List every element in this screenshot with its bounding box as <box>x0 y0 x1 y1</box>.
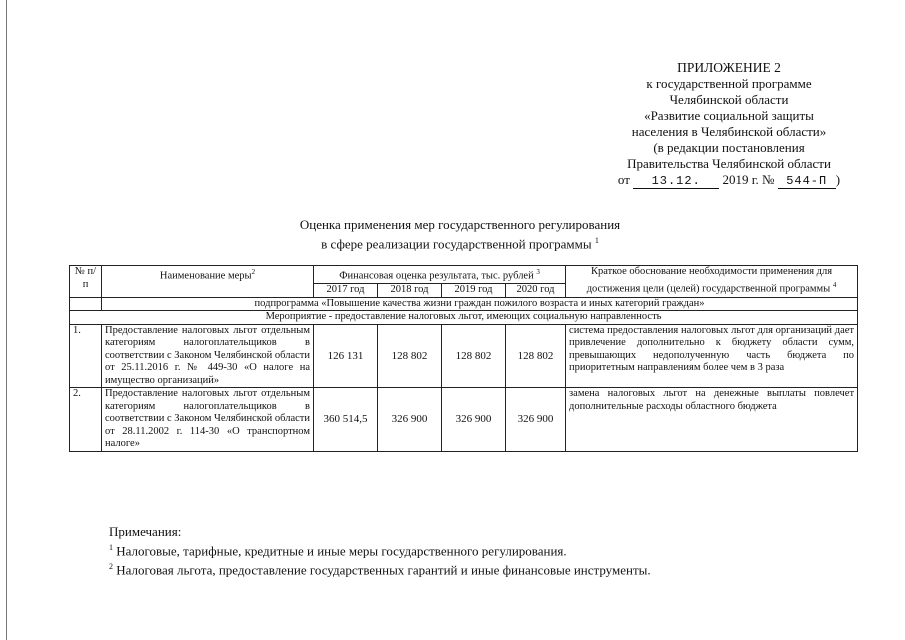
header-year: 2017 год <box>314 284 378 298</box>
note-text: Налоговая льгота, предоставление государственных гарантий и иные финансовые инструменты. <box>116 562 651 578</box>
row-value: 126 131 <box>314 324 378 388</box>
closing-paren: ) <box>835 172 841 187</box>
appendix-line: к государственной программе <box>646 76 812 91</box>
table-row <box>70 324 858 388</box>
row-value: 326 900 <box>378 388 442 452</box>
appendix-line: (в редакции постановления <box>653 140 805 155</box>
row-reason: замена налоговых льгот на денежные выплаты повлечет дополнительные расходы областного бюджета <box>566 388 858 452</box>
note-item <box>109 559 651 578</box>
row-value: 128 802 <box>378 324 442 388</box>
table-row <box>70 388 858 452</box>
notes-section <box>109 524 651 579</box>
resolution-number: 544-П <box>778 175 836 189</box>
subprogram-empty-cell <box>70 297 102 311</box>
header-year: 2020 год <box>506 284 566 298</box>
header-finance: Финансовая оценка результата, тыс. рублей $^3$ <box>314 266 566 284</box>
notes-title: Примечания: <box>109 524 182 539</box>
appendix-line: Челябинской области <box>669 92 789 107</box>
row-value: 326 900 <box>506 388 566 452</box>
appendix-title: ПРИЛОЖЕНИЕ 2 <box>677 60 781 75</box>
row-name: Предоставление налоговых льгот отдельным категориям налогоплательщиков в соответствии с Законом Челябинской области от 28.11.2002 г. 114-30 «О транспортном налоге» <box>102 388 314 452</box>
row-reason: система предоставления налоговых льгот для организаций дает привлечение дополнительно к бюджету области сумм, превышающих недополученную часть бюджета по приоритетным направлениям более чем в 3 раза <box>566 324 858 388</box>
resolution-year: 2019 г. № <box>722 172 775 187</box>
subprogram-row <box>70 297 858 311</box>
header-name: Наименование меры$^2$ <box>102 266 314 298</box>
table-header-row <box>70 266 858 284</box>
date-prefix: от <box>617 172 630 187</box>
header-year: 2019 год <box>442 284 506 298</box>
document-heading <box>150 217 770 252</box>
measure-title: Мероприятие - предоставление налоговых льгот, имеющих социальную направленность <box>70 311 858 325</box>
appendix-header <box>600 60 858 189</box>
note-text: Налоговые, тарифные, кредитные и иные меры государственного регулирования. <box>116 543 567 559</box>
heading-footnote-mark: 1 <box>594 236 599 245</box>
row-name: Предоставление налоговых льгот отдельным категориям налогоплательщиков в соответствии с Законом Челябинской области от 25.11.2016 г. № 449-30 «О налоге на имущество организаций» <box>102 324 314 388</box>
note-mark: 1 <box>109 543 113 552</box>
appendix-line: Правительства Челябинской области <box>627 156 831 171</box>
appendix-line: населения в Челябинской области» <box>631 124 827 139</box>
heading-line-1: Оценка применения мер государственного регулирования <box>299 217 621 232</box>
header-year: 2018 год <box>378 284 442 298</box>
header-reason: Краткое обоснование необходимости применения для достижения цели (целей) государственной программы $^4$ <box>566 266 858 298</box>
header-num: № п/п <box>70 266 102 298</box>
row-value: 128 802 <box>506 324 566 388</box>
row-num: 2. <box>70 388 102 452</box>
resolution-date: 13.12. <box>633 175 719 189</box>
measures-table <box>69 265 858 452</box>
heading-line-2: в сфере реализации государственной программы <box>321 236 592 252</box>
note-item <box>109 540 651 559</box>
row-value: 326 900 <box>442 388 506 452</box>
row-num: 1. <box>70 324 102 388</box>
row-value: 128 802 <box>442 324 506 388</box>
note-mark: 2 <box>109 562 113 572</box>
page-edge-line <box>6 0 7 640</box>
resolution-date-line <box>600 172 858 189</box>
subprogram-title: подпрограмма «Повышение качества жизни граждан пожилого возраста и иных категорий граждан» <box>102 297 858 311</box>
row-value: 360 514,5 <box>314 388 378 452</box>
measure-row <box>70 311 858 325</box>
appendix-line: «Развитие социальной защиты <box>644 108 814 123</box>
